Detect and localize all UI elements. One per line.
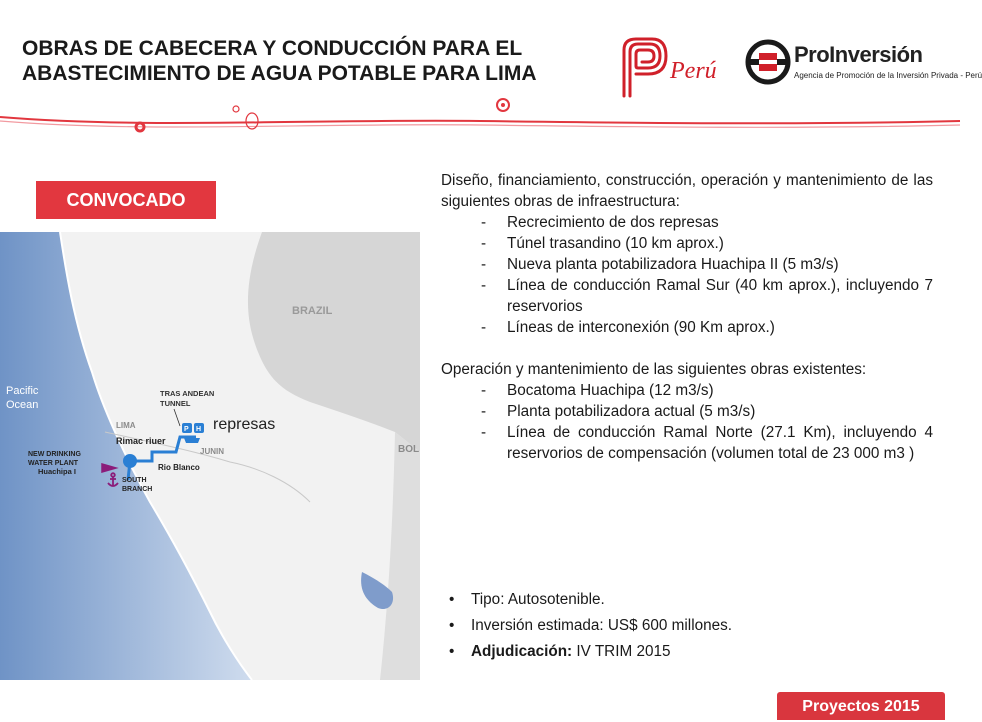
peru-logo-text: Perú [670,58,717,84]
new-works-list [441,212,933,338]
summary-list [449,589,929,667]
list-item: - Línea de conducción Ramal Sur (40 km aprox.), incluyendo 7 reservorios [441,275,933,317]
map-label-tunnel-2: TUNNEL [160,399,191,408]
adjudicacion-value: IV TRIM 2015 [572,643,671,660]
list-item: - Planta potabilizadora actual (5 m3/s) [441,401,933,422]
page-title-line-1: OBRAS DE CABECERA Y CONDUCCIÓN PARA EL [22,37,523,60]
list-item: - Recrecimiento de dos represas [441,212,933,233]
map-label-pacific: Pacific [6,385,39,397]
adjudicacion-label: Adjudicación: [471,643,573,660]
project-map [0,232,420,680]
map-label-south-1: SOUTH [122,477,147,484]
dam-boat-icon [184,438,200,443]
existing-works-list [441,380,933,464]
proinversion-logo [746,40,982,90]
dam-h-label: H [196,426,202,433]
map-label-rimac: Rimac riuer [116,436,166,446]
water-plant-icon [123,454,137,468]
dam-p-label: P [184,426,189,433]
map-label-plant-1: NEW DRINKING [28,451,81,458]
map-label-plant-2: WATER PLANT [28,460,79,467]
summary-tipo: • Tipo: Autosotenible. [449,589,929,615]
map-label-ocean: Ocean [6,399,39,411]
map-label-lima: LIMA [116,421,136,430]
map-label-junin: JUNIN [200,447,225,456]
list-item: - Túnel trasandino (10 km aprox.) [441,233,933,254]
map-label-rio-blanco: Rio Blanco [158,463,200,472]
proinversion-tagline: Agencia de Promoción de la Inversión Privada - Perú [794,71,982,80]
header-swoosh-decoration [0,95,960,145]
summary-inversion: • Inversión estimada: US$ 600 millones. [449,615,929,641]
represas-label: represas [213,416,276,433]
list-item: - Bocatoma Huachipa (12 m3/s) [441,380,933,401]
map-label-south-2: BRANCH [122,486,153,493]
list-item: - Líneas de interconexión (90 Km aprox.) [441,317,933,338]
intro-paragraph: Diseño, financiamiento, construcción, operación y mantenimiento de las siguientes obras de infraestructura: [441,172,933,210]
list-item: - Línea de conducción Ramal Norte (27.1 Km), incluyendo 4 reservorios de compensación (volumen total de 23 000 m3 ) [441,422,933,464]
map-label-plant-3: Huachipa I [38,467,76,476]
peru-logo [616,38,726,100]
existing-intro-paragraph: Operación y mantenimiento de las siguientes obras existentes: [441,361,867,378]
project-description [441,170,933,464]
proinversion-name: ProInversión [794,42,923,67]
page-title [22,36,582,86]
map-label-brazil: BRAZIL [292,305,333,317]
list-item: - Nueva planta potabilizadora Huachipa II (5 m3/s) [441,254,933,275]
map-label-bol: BOL [398,444,420,455]
proinversion-emblem-icon [746,40,790,84]
summary-adjudicacion [449,641,929,667]
status-badge: CONVOCADO [36,181,216,219]
page-title-line-2: ABASTECIMIENTO DE AGUA POTABLE PARA LIMA [22,62,537,85]
projects-2015-button[interactable]: Proyectos 2015 [777,692,945,720]
map-label-tunnel-1: TRAS ANDEAN [160,389,215,398]
